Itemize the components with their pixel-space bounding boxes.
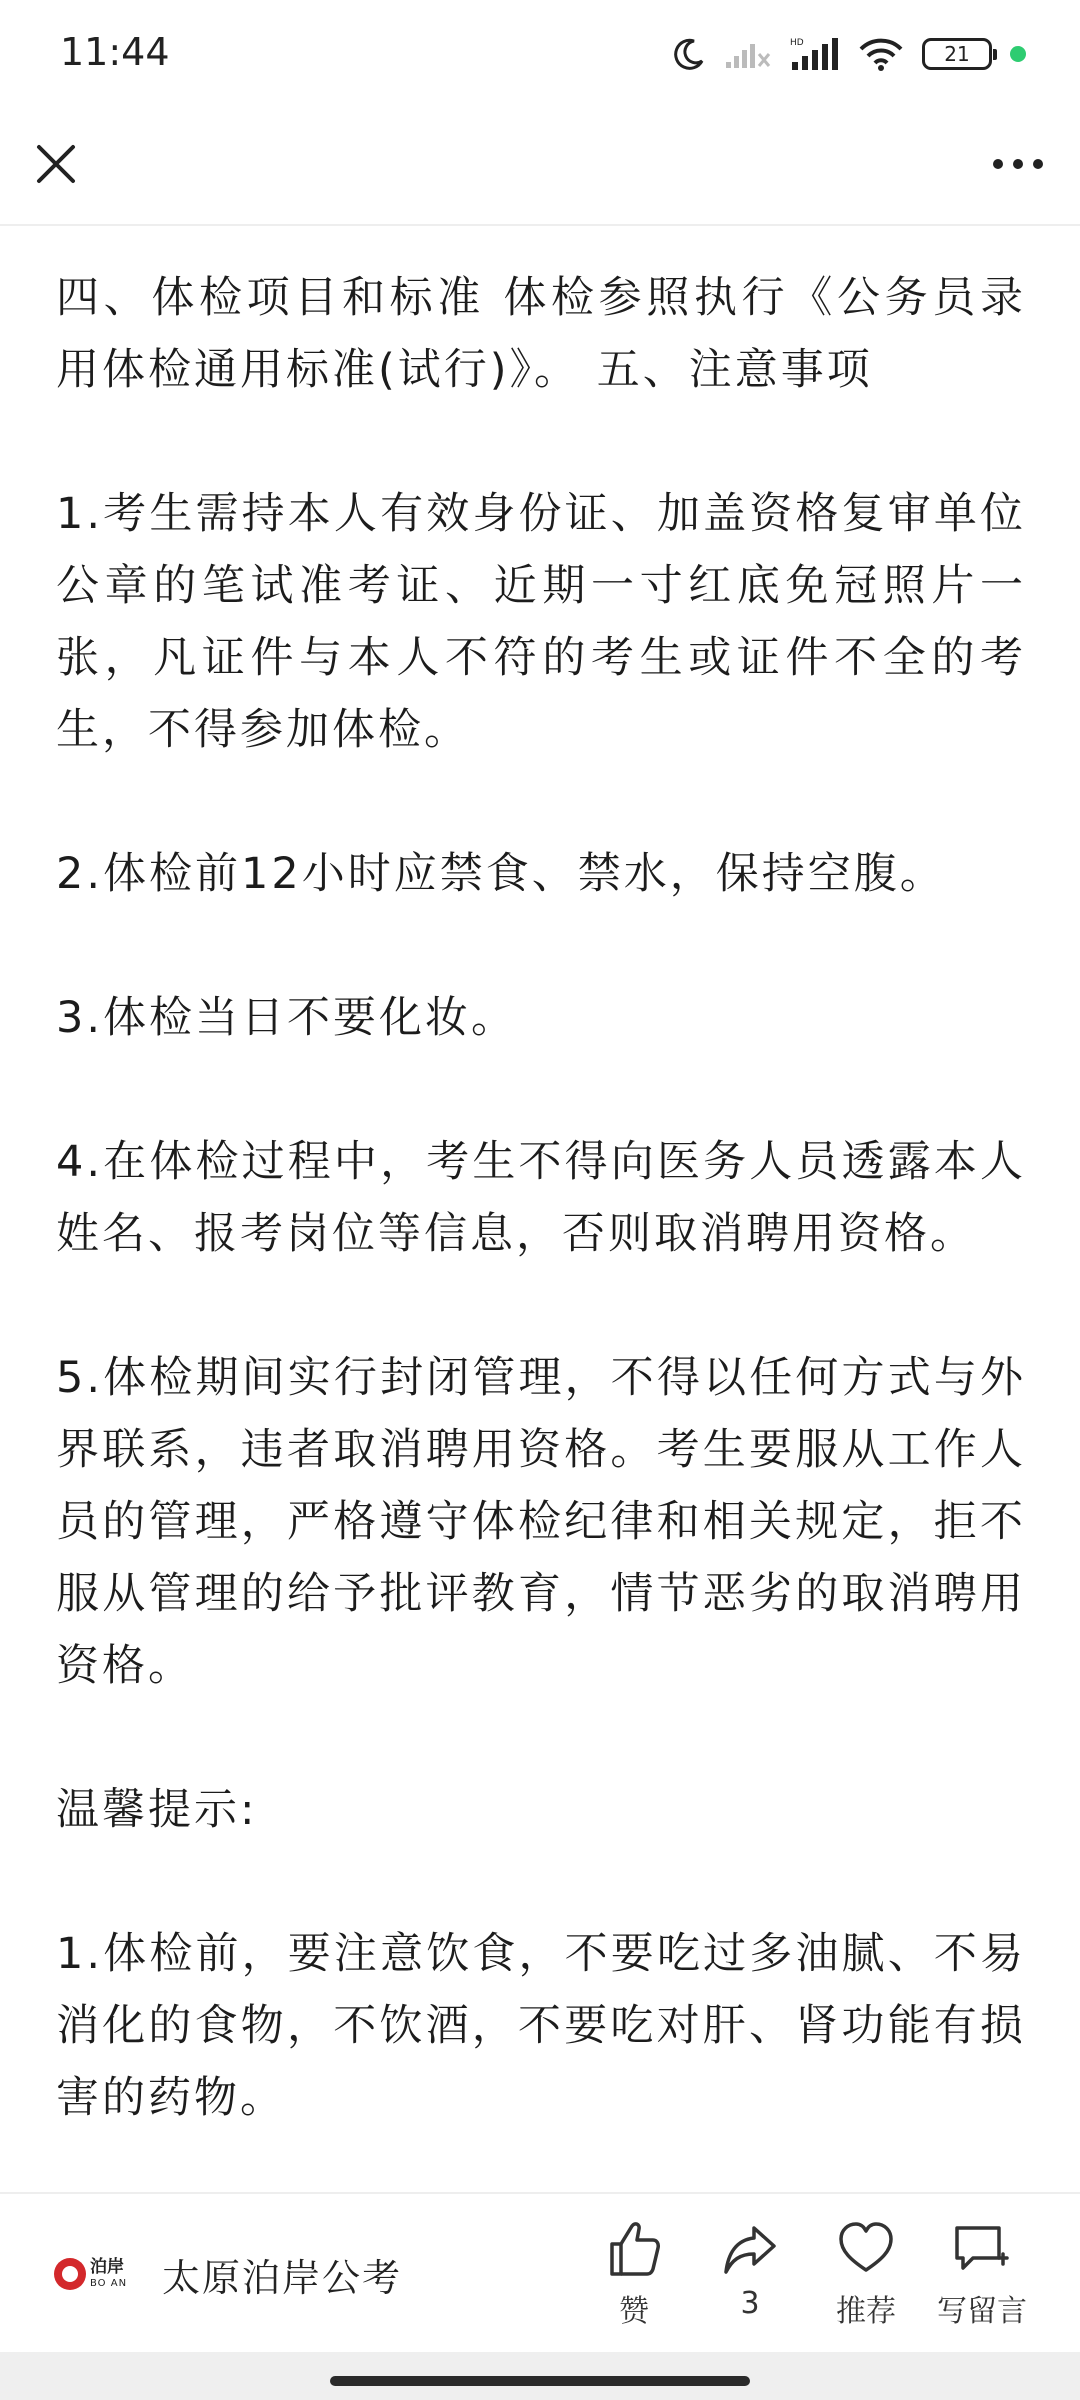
- heart-icon: [837, 2218, 895, 2280]
- article-paragraph: 四、体检项目和标准 体检参照执行《公务员录用体检通用标准(试行)》。 五、注意事项: [56, 273, 1026, 395]
- logo-mark-icon: [54, 2258, 86, 2290]
- status-icons: [672, 30, 1026, 78]
- svg-text:HD: HD: [790, 38, 804, 48]
- logo-text-en: BO AN: [90, 2278, 128, 2289]
- comment-add-icon: [953, 2218, 1011, 2280]
- like-label: 赞: [619, 2294, 649, 2329]
- moon-icon: [672, 37, 706, 71]
- account-link[interactable]: [54, 2236, 402, 2312]
- article-paragraph: 温馨提示:: [56, 1785, 258, 1835]
- recommend-button[interactable]: [808, 2218, 924, 2330]
- signal-off-icon: [724, 38, 772, 70]
- article-paragraph: 4.在体检过程中，考生不得向医务人员透露本人姓名、报考岗位等信息，否则取消聘用资格。: [56, 1137, 1026, 1259]
- article-paragraph: 1.体检前，要注意饮食，不要吃过多油腻、不易消化的食物，不饮酒，不要吃对肝、肾功能有损害的药物。: [56, 1929, 1026, 2123]
- action-buttons: [576, 2218, 1040, 2330]
- share-button[interactable]: [692, 2218, 808, 2330]
- write-comment-button[interactable]: [924, 2218, 1040, 2330]
- more-icon: [992, 158, 1044, 170]
- gesture-nav-area: [0, 2352, 1080, 2400]
- logo-text: [90, 2259, 127, 2289]
- article-paragraph: 1.考生需持本人有效身份证、加盖资格复审单位公章的笔试准考证、近期一寸红底免冠照片一张，凡证件与本人不符的考生或证件不全的考生，不得参加体检。: [56, 489, 1026, 755]
- article-paragraph: 3.体检当日不要化妆。: [56, 993, 518, 1043]
- battery-level: 21: [944, 42, 970, 66]
- wifi-icon: [858, 37, 904, 71]
- recommend-label: 推荐: [836, 2294, 896, 2329]
- status-bar: [0, 0, 1080, 108]
- close-button[interactable]: [28, 136, 84, 192]
- hd-signal-icon: [790, 36, 840, 72]
- article-content: [56, 262, 1026, 2192]
- like-button[interactable]: [576, 2218, 692, 2330]
- privacy-indicator-dot: [1010, 46, 1026, 62]
- status-time: 11:44: [60, 30, 170, 74]
- thumbs-up-icon: [606, 2218, 662, 2280]
- battery-icon: [922, 38, 992, 70]
- article-paragraph: 2.体检前12小时应禁食、禁水，保持空腹。: [56, 849, 946, 899]
- bottom-action-bar: [0, 2192, 1080, 2354]
- account-logo: [54, 2249, 138, 2299]
- close-icon: [36, 144, 76, 184]
- share-count: 3: [740, 2286, 760, 2321]
- gesture-handle[interactable]: [330, 2376, 750, 2386]
- logo-text-cn: 泊岸: [90, 2257, 124, 2277]
- more-button[interactable]: [984, 136, 1052, 192]
- article-paragraph: 5.体检期间实行封闭管理，不得以任何方式与外界联系，违者取消聘用资格。考生要服从工作人员的管理，严格遵守体检纪律和相关规定，拒不服从管理的给予批评教育，情节恶劣的取消聘用资格。: [56, 1353, 1026, 1691]
- top-bar: [0, 108, 1080, 226]
- write-comment-label: 写留言: [937, 2294, 1027, 2329]
- account-name: 太原泊岸公考: [162, 2255, 403, 2300]
- share-icon: [722, 2218, 778, 2280]
